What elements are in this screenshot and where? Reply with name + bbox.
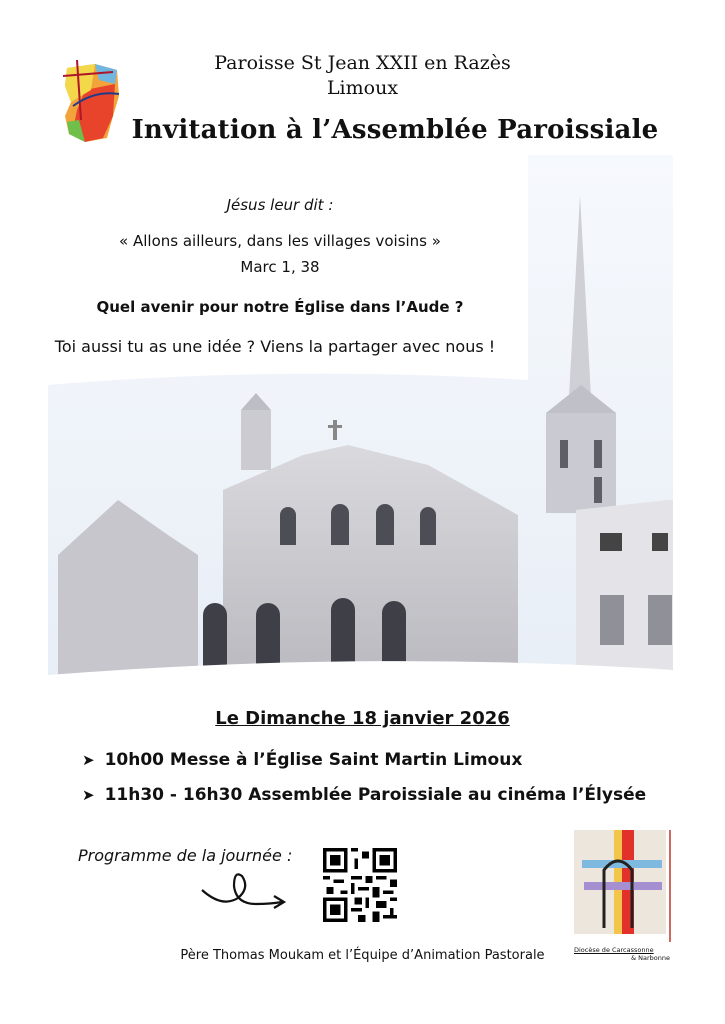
main-question: Quel avenir pour notre Église dans l’Aude ? bbox=[96, 298, 464, 316]
schedule-item-text: 10h00 Messe à l’Église Saint Martin Limoux bbox=[104, 750, 523, 770]
diocese-name-line2: & Narbonne bbox=[631, 954, 670, 962]
invitation-text: Toi aussi tu as une idée ? Viens la partager avec nous ! bbox=[54, 337, 496, 356]
curly-arrow-icon bbox=[198, 868, 290, 916]
parish-name: Paroisse St Jean XXII en Razès bbox=[214, 52, 511, 74]
schedule-item-text: 11h30 - 16h30 Assemblée Paroissiale au cinéma l’Élysée bbox=[104, 785, 647, 805]
signature: Père Thomas Moukam et l’Équipe d’Animation Pastorale bbox=[180, 948, 545, 963]
chevron-right-icon: ➤ bbox=[82, 786, 95, 804]
event-date: Le Dimanche 18 janvier 2026 bbox=[215, 708, 510, 729]
diocese-emblem bbox=[574, 830, 674, 942]
diocese-logo bbox=[574, 830, 674, 966]
diocese-name-line1: Diocèse de Carcassonne bbox=[574, 946, 654, 954]
bible-quote: « Allons ailleurs, dans les villages voisins » bbox=[119, 232, 441, 250]
quote-intro: Jésus leur dit : bbox=[226, 196, 334, 214]
program-label: Programme de la journée : bbox=[78, 846, 293, 865]
chevron-right-icon: ➤ bbox=[82, 751, 95, 769]
town-name: Limoux bbox=[326, 77, 399, 99]
page-title: Invitation à l’Assemblée Paroissiale bbox=[131, 115, 659, 145]
quote-reference: Marc 1, 38 bbox=[240, 258, 320, 276]
schedule-item bbox=[82, 785, 646, 805]
qr-code[interactable] bbox=[323, 848, 397, 922]
schedule-item bbox=[82, 750, 522, 770]
